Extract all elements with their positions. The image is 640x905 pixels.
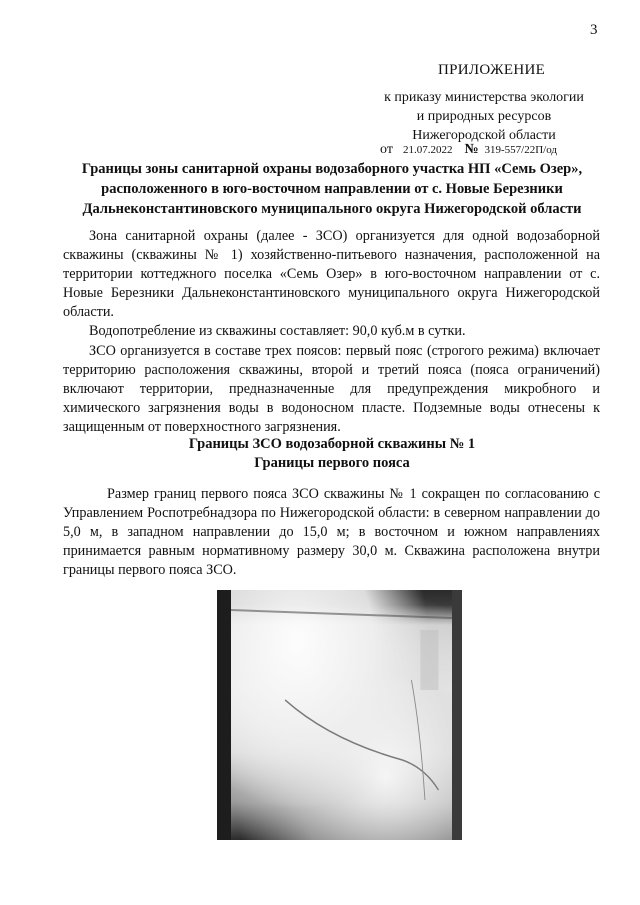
- title-line: Границы зоны санитарной охраны водозаборного участка НП «Семь Озер»,: [81, 161, 583, 177]
- appendix-line: к приказу министерства экологии: [384, 90, 584, 105]
- paragraph: Зона санитарной охраны (далее - ЗСО) организуется для одной водозаборной скважины (скважины № 1) хозяйственно-питьевого назначения, расположенной на территории коттеджного поселка «Семь Озер» в юго-восточном направлении от с. Новые Березники Дальнеконстантиновского муниципального округа Нижегородской области.: [63, 228, 600, 321]
- page-number: 3: [590, 22, 598, 38]
- paragraph: Размер границ первого пояса ЗСО скважины № 1 сокращен по согласованию с Управлением Роспотребнадзора по Нижегородской области: в северном направлении до 5,0 м, в западном направлении до 15,0 м; в восточном и южном направлениях принимается равным нормативному размеру 30,0 м. Скважина расположена внутри границы первого пояса ЗСО.: [63, 486, 600, 579]
- number-label: №: [464, 142, 479, 157]
- photo-detail: [231, 590, 452, 840]
- section-heading-line: Границы ЗСО водозаборной скважины № 1: [188, 436, 476, 452]
- appendix-line: и природных ресурсов: [416, 109, 552, 124]
- paragraph: Водопотребление из скважины составляет: 90,0 куб.м в сутки.: [89, 323, 466, 340]
- appendix-block: [368, 88, 600, 145]
- well-site-photo: [217, 590, 462, 840]
- order-date: 21.07.2022: [402, 144, 453, 156]
- appendix-title: ПРИЛОЖЕНИЕ: [438, 62, 546, 78]
- order-reference: [380, 141, 557, 158]
- title-line: Дальнеконстантиновского муниципального округа Нижегородской области: [82, 201, 582, 217]
- section-heading: [64, 435, 600, 473]
- document-title: [64, 159, 600, 219]
- appendix-line: Нижегородской области: [412, 128, 556, 143]
- from-label: от: [380, 142, 393, 157]
- intro-text: [63, 227, 600, 437]
- first-belt-text: [63, 485, 600, 580]
- section-heading-line: Границы первого пояса: [254, 455, 410, 471]
- title-line: расположенного в юго-восточном направлении от с. Новые Березники: [101, 181, 563, 197]
- paragraph: ЗСО организуется в составе трех поясов: первый пояс (строгого режима) включает территорию расположения скважины, второй и третий пояса (пояса ограничений) включают территории, предназначенные для предупреждения микробного и химического загрязнения воды в водоносном пласте. Подземные воды отнесены к защищенным от поверхностного загрязнения.: [63, 342, 600, 435]
- order-number: 319-557/22П/од: [484, 144, 558, 156]
